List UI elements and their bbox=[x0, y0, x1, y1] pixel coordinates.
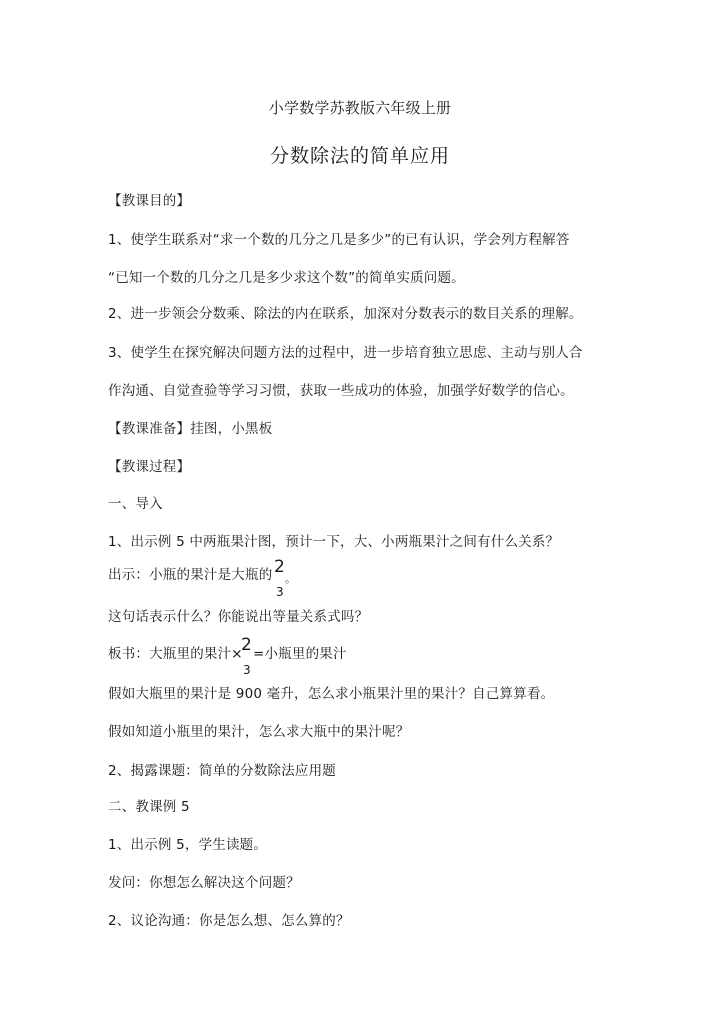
section-2-heading: 二、教课例 5 bbox=[108, 799, 190, 815]
show-period: 。 bbox=[285, 572, 296, 585]
show-text: 出示：小瓶的果汁是大瓶的 bbox=[108, 567, 273, 583]
board-fraction-numerator: 2 bbox=[241, 635, 252, 655]
item-3: 1、出示例 5，学生读题。 bbox=[108, 837, 268, 853]
section-1-heading: 一、导入 bbox=[108, 496, 163, 512]
question-3: 假如知道小瓶里的果汁，怎么求大瓶中的果汁呢？ bbox=[108, 724, 410, 740]
goals-header: 【教课目的】 bbox=[108, 193, 191, 209]
fraction-numerator: 2 bbox=[274, 557, 285, 577]
process-header: 【教课过程】 bbox=[108, 459, 191, 475]
item-2: 2、揭露课题：简单的分数除法应用题 bbox=[108, 763, 336, 779]
goal-1-line-1: 1、使学生联系对“求一个数的几分之几是多少”的已有认识，学会列方程解答 bbox=[108, 232, 570, 248]
item-1: 1、出示例 5 中两瓶果汁图，预计一下，大、小两瓶果汁之间有什么关系？ bbox=[108, 534, 560, 550]
item-4: 2、议论沟通：你是怎么想、怎么算的？ bbox=[108, 913, 350, 929]
board-text-end: =小瓶里的果汁 bbox=[253, 646, 347, 662]
board-fraction-denominator: 3 bbox=[243, 663, 251, 677]
fraction-denominator: 3 bbox=[276, 585, 284, 599]
goal-3-line-1: 3、使学生在探究解决问题方法的过程中，进一步培育独立思虑、主动与别人合 bbox=[108, 345, 583, 361]
goal-2: 2、进一步领会分数乘、除法的内在联系，加深对分数表示的数目关系的理解。 bbox=[108, 306, 583, 322]
doc-subtitle: 小学数学苏教版六年级上册 bbox=[268, 99, 452, 117]
goal-1-line-2: “已知一个数的几分之几是多少求这个数”的简单实质问题。 bbox=[108, 270, 465, 286]
question-2: 假如大瓶里的果汁是 900 毫升，怎么求小瓶果汁里的果汁？自己算算看。 bbox=[108, 686, 555, 702]
board-text: 板书：大瓶里的果汁× bbox=[108, 646, 243, 662]
question-1: 这句话表示什么？你能说出等量关系式吗？ bbox=[108, 609, 369, 625]
teaching-prep: 【教课准备】挂图，小黑板 bbox=[108, 421, 273, 437]
ask-question: 发问：你想怎么解决这个问题？ bbox=[108, 875, 300, 891]
doc-title: 分数除法的简单应用 bbox=[269, 145, 450, 167]
goal-3-line-2: 作沟通、自觉查验等学习习惯，获取一些成功的体验，加强学好数学的信心。 bbox=[108, 383, 574, 399]
